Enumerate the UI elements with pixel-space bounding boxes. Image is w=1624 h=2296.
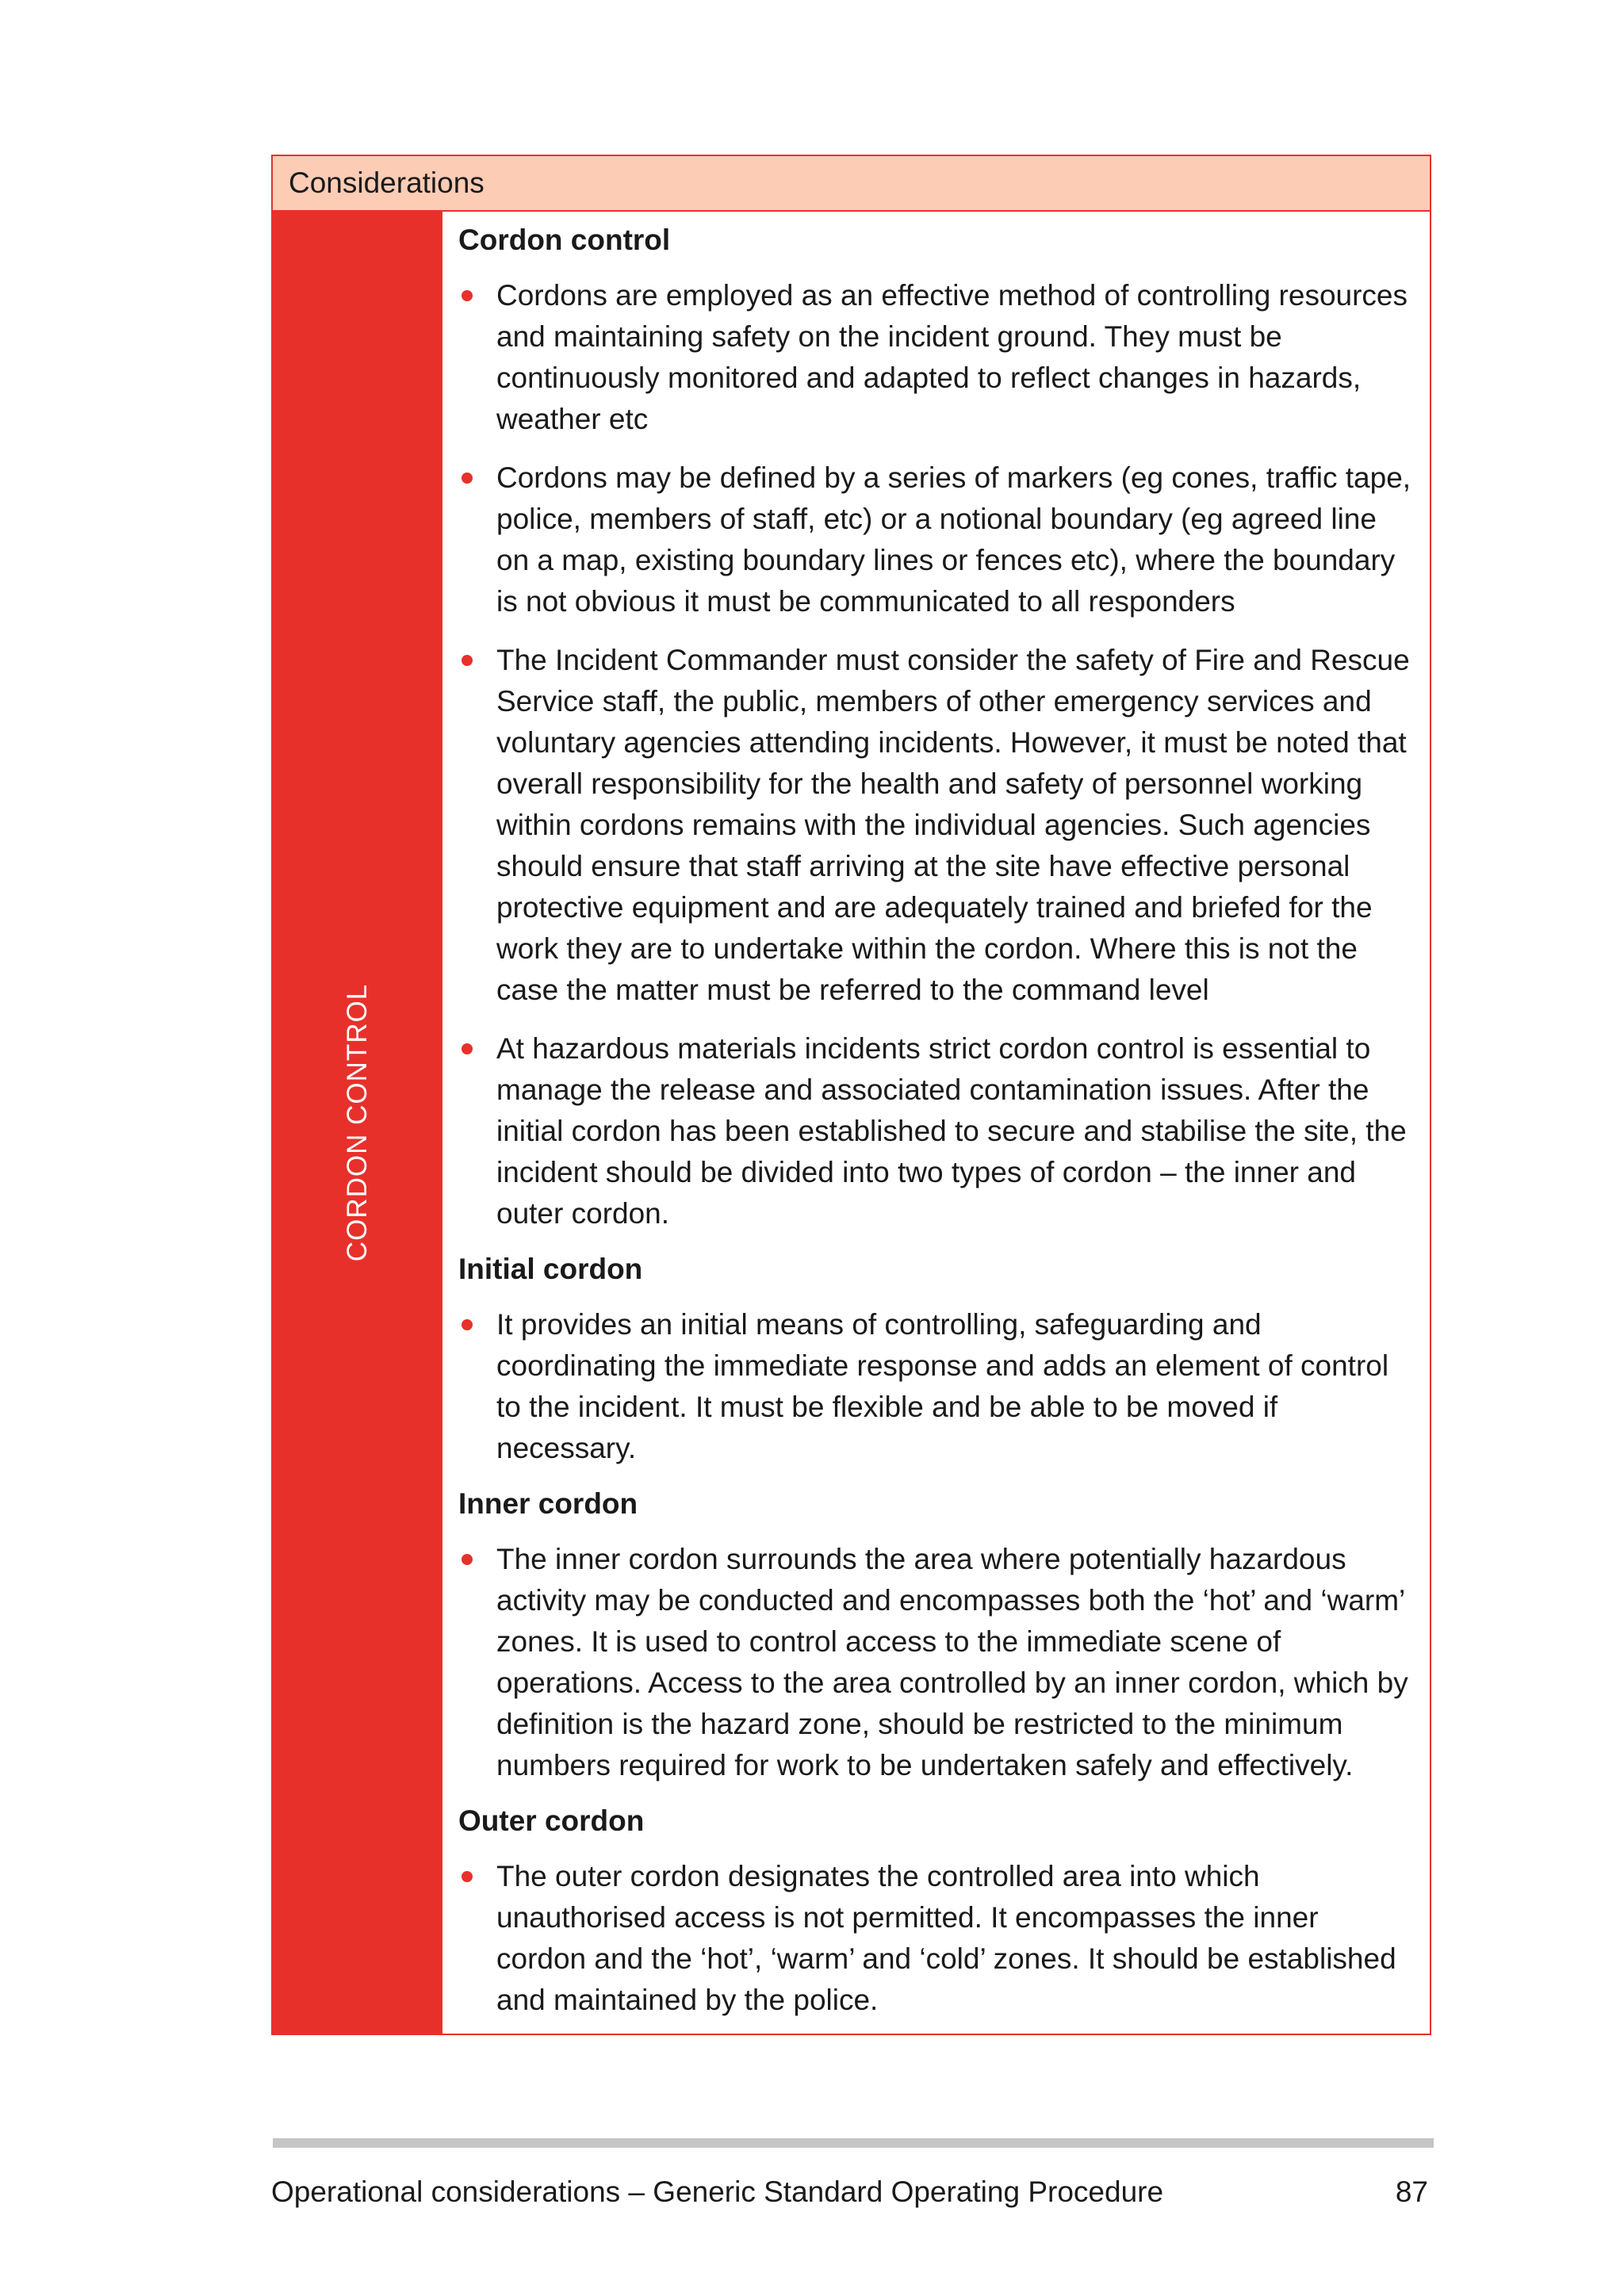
- section-inner-cordon: [458, 1487, 1414, 1786]
- footer-title: Operational considerations – Generic Standard Operating Procedure: [271, 2175, 1164, 2208]
- bullet-dot-icon: [462, 1554, 473, 1565]
- section-outer-cordon: [458, 1804, 1414, 2021]
- content-cell: [442, 212, 1430, 2034]
- list-item-text: Cordons are employed as an effective method of controlling resources and maintaining safety on the incident ground. They must be continuously monitored and adapted to reflect changes in hazards, weather etc: [496, 279, 1408, 435]
- page-number: 87: [1395, 2175, 1428, 2208]
- list-item: [458, 1304, 1414, 1469]
- bullet-list: [458, 1304, 1414, 1469]
- section-title: Inner cordon: [458, 1487, 638, 1520]
- list-item-text: It provides an initial means of controlling, safeguarding and coordinating the immediate response and adds an element of control to the incident. It must be flexible and be able to be moved if necessary.: [496, 1308, 1389, 1464]
- section-cordon-control: [458, 223, 1414, 1234]
- list-item-text: The outer cordon designates the controlled area into which unauthorised access is not permitted. It encompasses the inner cordon and the ‘hot’, ‘warm’ and ‘cold’ zones. It should be established and maintained by the police.: [496, 1860, 1396, 2016]
- bullet-dot-icon: [462, 1319, 473, 1330]
- bullet-dot-icon: [462, 655, 473, 666]
- list-item-text: Cordons may be defined by a series of markers (eg cones, traffic tape, police, members of staff, etc) or a notional boundary (eg agreed line on a map, existing boundary lines or fences etc), where the boundary is not obvious it must be communicated to all responders: [496, 461, 1411, 618]
- bullet-list: [458, 275, 1414, 1234]
- bullet-list: [458, 1539, 1414, 1786]
- considerations-table: [271, 155, 1431, 2035]
- list-item: [458, 1539, 1414, 1786]
- footer-divider: [273, 2138, 1434, 2148]
- bullet-list: [458, 1856, 1414, 2021]
- list-item: [458, 640, 1414, 1011]
- table-body: [273, 212, 1430, 2034]
- list-item: [458, 275, 1414, 440]
- list-item: [458, 1856, 1414, 2021]
- list-item: [458, 1028, 1414, 1234]
- side-label: CORDON CONTROL: [342, 983, 373, 1262]
- list-item-text: The Incident Commander must consider the safety of Fire and Rescue Service staff, the public, members of other emergency services and voluntary agencies attending incidents. However, it must be noted that overall responsibility for the health and safety of personnel working within cordons remains with the individual agencies. Such agencies should ensure that staff arriving at the site have effective personal protective equipment and are adequately trained and briefed for the work they are to undertake within the cordon. Where this is not the case the matter must be referred to the command level: [496, 644, 1410, 1006]
- list-item: [458, 457, 1414, 622]
- bullet-dot-icon: [462, 473, 473, 484]
- list-item-text: The inner cordon surrounds the area where potentially hazardous activity may be conducted and encompasses both the ‘hot’ and ‘warm’ zones. It is used to control access to the immediate scene of operations. Access to the area controlled by an inner cordon, which by definition is the hazard zone, should be restricted to the minimum numbers required for work to be undertaken safely and effectively.: [496, 1543, 1408, 1781]
- side-column: [273, 212, 442, 2034]
- list-item-text: At hazardous materials incidents strict cordon control is essential to manage the release and associated contamination issues. After the initial cordon has been established to secure and stabilise the site, the incident should be divided into two types of cordon – the inner and outer cordon.: [496, 1032, 1407, 1230]
- section-title: Cordon control: [458, 224, 671, 256]
- section-initial-cordon: [458, 1252, 1414, 1469]
- bullet-dot-icon: [462, 1043, 473, 1054]
- section-title: Initial cordon: [458, 1253, 643, 1285]
- section-title: Outer cordon: [458, 1804, 645, 1837]
- table-header-label: Considerations: [289, 166, 485, 199]
- table-header: [273, 156, 1430, 212]
- bullet-dot-icon: [462, 1871, 473, 1882]
- bullet-dot-icon: [462, 290, 473, 301]
